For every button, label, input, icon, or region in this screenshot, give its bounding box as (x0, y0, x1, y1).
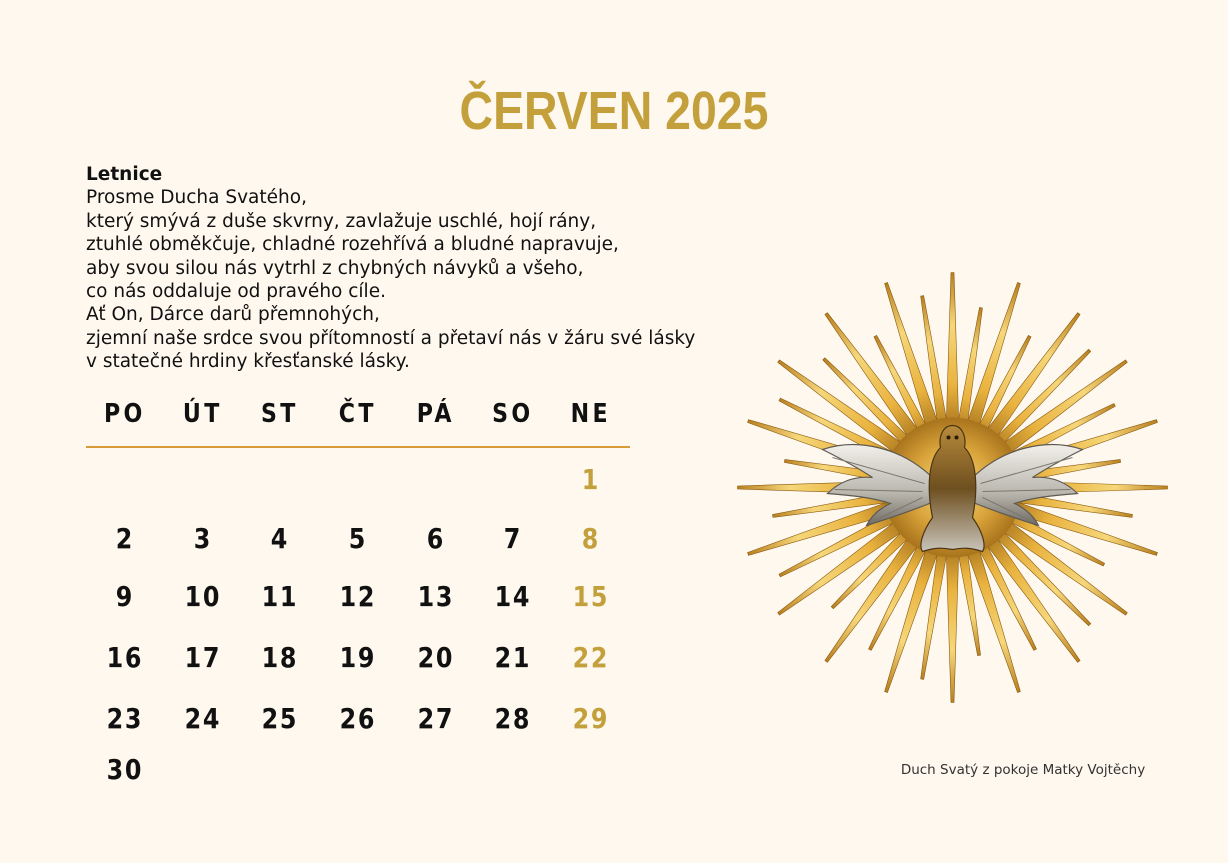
calendar-day (480, 753, 546, 786)
calendar-day: 26 (339, 702, 377, 735)
calendar-day-sunday (558, 753, 624, 786)
calendar-day (170, 753, 236, 786)
weekday-header (86, 392, 630, 436)
calendar-day: 12 (339, 580, 377, 613)
calendar-day (92, 463, 158, 496)
calendar-day-sunday: 29 (572, 702, 610, 735)
dove-illustration (730, 265, 1175, 710)
calendar-day (247, 753, 313, 786)
calendar-day: 9 (115, 580, 134, 613)
prayer-line: co nás oddaluje od pravého cíle. (86, 281, 386, 303)
calendar-day: 4 (271, 522, 290, 555)
weekday-label: ČT (338, 399, 377, 429)
prayer-line: který smývá z duše skvrny, zavlažuje uschlé, hojí rány, (86, 210, 597, 232)
calendar-day: 18 (261, 641, 299, 674)
month-calendar (86, 392, 630, 786)
calendar-day: 17 (184, 641, 221, 674)
calendar-day: 14 (495, 580, 532, 613)
weekday-label: ÚT (182, 399, 223, 429)
calendar-day-sunday: 1 (581, 463, 601, 496)
calendar-day: 24 (184, 702, 221, 735)
weekday-label: PÁ (416, 399, 455, 429)
prayer-line: Prosme Ducha Svatého, (86, 187, 307, 209)
calendar-day (247, 463, 313, 496)
calendar-day: 27 (417, 702, 454, 735)
weekday-label: PO (103, 399, 146, 429)
calendar-day-sunday: 22 (572, 641, 610, 674)
calendar-day: 25 (261, 702, 299, 735)
prayer-line: v statečné hrdiny křesťanské lásky. (86, 351, 410, 373)
prayer-line: ztuhlé obměkčuje, chladné rozehřívá a bludné napravuje, (86, 234, 619, 256)
calendar-day: 13 (417, 580, 454, 613)
calendar-day: 21 (495, 641, 532, 674)
calendar-day: 28 (495, 702, 532, 735)
calendar-day: 2 (115, 522, 134, 555)
calendar-week-row (86, 463, 630, 496)
weekday-label: SO (492, 399, 535, 429)
prayer-line: Ať On, Dárce darů přemnohých, (86, 304, 380, 326)
calendar-day: 30 (106, 753, 144, 786)
calendar-day: 7 (504, 522, 523, 555)
calendar-day: 10 (184, 580, 221, 613)
prayer-line: aby svou silou nás vytrhl z chybných návyků a všeho, (86, 257, 584, 279)
prayer-line: zjemní naše srdce svou přítomností a přetaví nás v žáru své lásky (86, 327, 696, 349)
calendar-day-sunday: 15 (572, 580, 610, 613)
calendar-day (170, 463, 236, 496)
image-caption: Duch Svatý z pokoje Matky Vojtěchy (900, 762, 1146, 778)
weekday-label: NE (570, 399, 612, 429)
prayer-heading: Letnice (86, 164, 163, 185)
calendar-week-row (86, 580, 630, 613)
header-divider (86, 446, 630, 448)
calendar-day-sunday: 8 (581, 522, 601, 555)
calendar-week-row (86, 702, 630, 735)
calendar-day (325, 753, 391, 786)
calendar-day: 23 (106, 702, 144, 735)
calendar-week-row (86, 522, 630, 555)
page-title: ČERVEN 2025 (459, 81, 769, 141)
calendar-day: 6 (426, 522, 445, 555)
dove-in-rays-icon (730, 265, 1175, 710)
weekday-label: ST (261, 399, 300, 429)
calendar-day (403, 753, 469, 786)
calendar-day: 5 (348, 522, 368, 555)
calendar-day: 11 (261, 580, 299, 613)
calendar-day (403, 463, 469, 496)
calendar-day: 19 (339, 641, 377, 674)
calendar-day: 20 (417, 641, 454, 674)
calendar-day: 3 (193, 522, 212, 555)
prayer-text (86, 163, 726, 374)
calendar-day: 16 (106, 641, 144, 674)
calendar-day (325, 463, 391, 496)
calendar-day (480, 463, 546, 496)
calendar-week-row (86, 641, 630, 674)
calendar-week-row (86, 753, 630, 786)
